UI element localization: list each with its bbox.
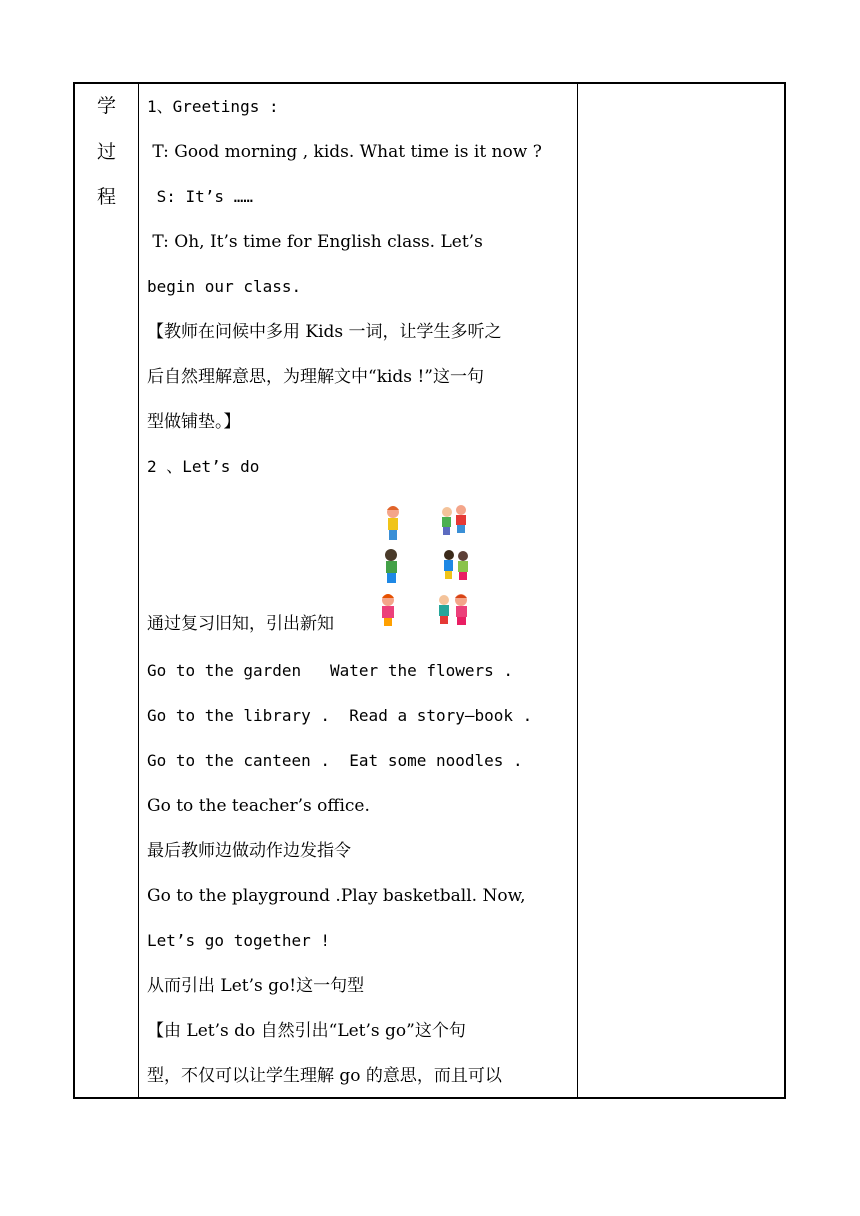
instruction-line: Go to the garden Water the flowers .: [147, 661, 514, 680]
instruction-line: Let’s go together !: [147, 931, 331, 950]
greetings-heading: 1、Greetings :: [147, 97, 279, 116]
label-char: 学: [96, 95, 116, 117]
dialogue-line: begin our class.: [147, 277, 302, 296]
teaching-note: 后自然理解意思，为理解文中“kids !”这一句: [147, 367, 484, 387]
teaching-note: 型，不仅可以让学生理解 go 的意思，而且可以: [147, 1066, 502, 1086]
column-divider: [138, 84, 139, 1097]
kids-activities-illustration-icon: [373, 500, 483, 632]
label-char: 过: [96, 141, 116, 163]
instruction-line: Go to the library . Read a story—book .: [147, 706, 533, 725]
dialogue-line: T: Good morning , kids. What time is it now ?: [147, 142, 542, 162]
kid-figure: [382, 594, 394, 626]
teaching-note: 【由 Let’s do 自然引出“Let’s go”这个句: [147, 1021, 466, 1041]
instruction-line: Go to the playground .Play basketball. Now,: [147, 886, 526, 906]
kid-figure: [387, 506, 399, 540]
instruction-line: Go to the canteen . Eat some noodles .: [147, 751, 523, 770]
teaching-note: 最后教师边做动作边发指令: [147, 841, 351, 861]
kid-figure: [439, 594, 467, 625]
teaching-note: 从而引出 Let’s go!这一句型: [147, 976, 365, 996]
lesson-table: [73, 82, 786, 1099]
column-divider: [577, 84, 578, 1097]
lets-do-heading: 2 、Let’s do: [147, 457, 260, 476]
dialogue-line: S: It’s ……: [147, 187, 253, 206]
instruction-line: Go to the teacher’s office.: [147, 796, 370, 816]
teaching-note: 【教师在问候中多用 Kids 一词，让学生多听之: [147, 322, 502, 342]
dialogue-line: T: Oh, It’s time for English class. Let’s: [147, 232, 483, 252]
teaching-note: 型做铺垫。】: [147, 412, 241, 432]
kid-figure: [444, 550, 468, 580]
kid-figure: [442, 505, 466, 535]
kid-figure: [385, 549, 397, 583]
review-note: 通过复习旧知，引出新知: [147, 614, 334, 634]
label-char: 程: [96, 186, 116, 208]
